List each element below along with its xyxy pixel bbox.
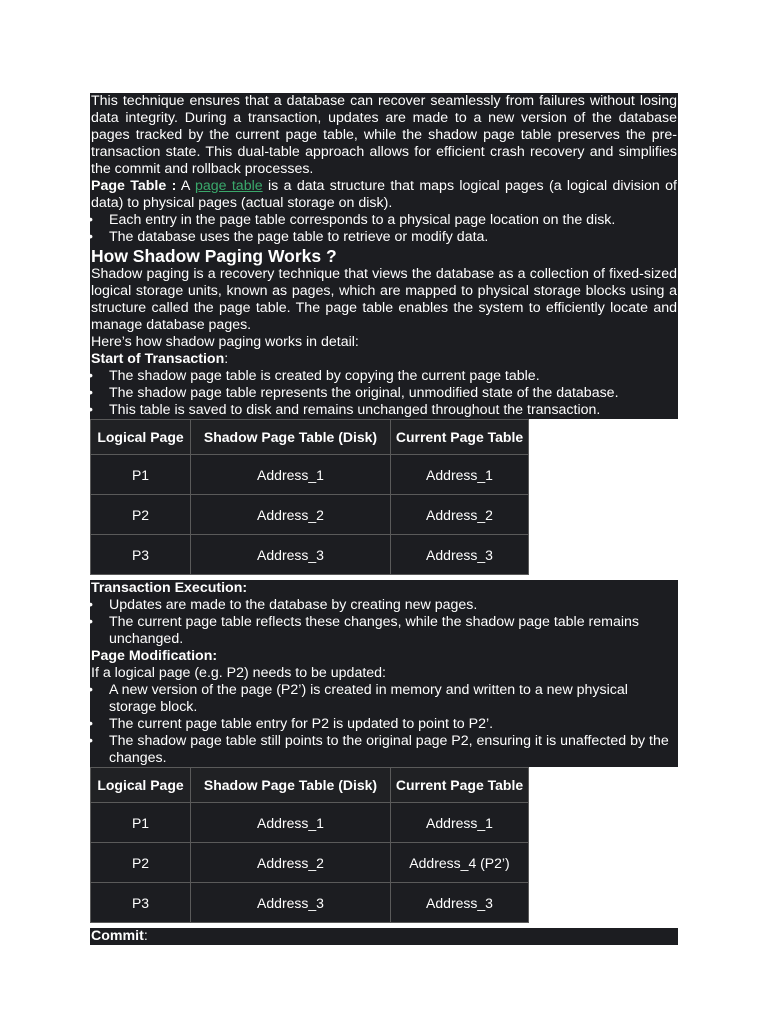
table-cell: P2 [91,843,191,883]
how-paragraph: Shadow paging is a recovery technique that views the database as a collection of fixed-sized logical storage units, known as pages, which are mapped to physical storage blocks using a structure called the page table. The page table enables the system to efficiently locate and manage database pages. [91,266,677,333]
table-header-row [91,768,529,803]
execution-bullets [90,597,678,648]
list-item: • The current page table reflects these changes, while the shadow page table remains unchanged. [90,614,678,648]
table-row [91,883,529,923]
page-table-1 [90,419,529,575]
commit-suffix: : [143,928,148,944]
document-page [90,93,678,945]
commit-block [90,928,678,945]
list-item: • The current page table entry for P2 is updated to point to P2’. [90,716,678,733]
list-item: • A new version of the page (P2’) is created in memory and written to a new physical storage block. [90,682,678,716]
table-row [91,535,529,575]
intro-block [90,93,678,419]
header-shadow-page-table: Shadow Page Table (Disk) [191,420,391,455]
table-cell: P1 [91,803,191,843]
table-row [91,495,529,535]
modification-label: Page Modification: [91,648,218,664]
header-logical-page: Logical Page [91,768,191,803]
table-header-row [91,420,529,455]
list-item: • Each entry in the page table corresponds to a physical page location on the disk. [90,212,678,229]
page-table-label: Page Table : [91,178,177,194]
page-table-link[interactable]: page table [194,178,263,194]
list-item: • Updates are made to the database by creating new pages. [90,597,678,614]
table-cell: P3 [91,883,191,923]
table-cell: P2 [91,495,191,535]
table-cell: Address_1 [391,803,529,843]
intro-paragraph: This technique ensures that a database can recover seamlessly from failures without losing data integrity. During a transaction, updates are made to a new version of the database pages tracked by the current page table, while the shadow page table preserves the pre-transaction state. This dual-table approach allows for efficient crash recovery and simplifies the commit and rollback processes. [91,93,677,177]
commit-label: Commit [91,928,144,944]
table-row [91,803,529,843]
list-item: • The database uses the page table to retrieve or modify data. [90,229,678,246]
table-cell: Address_2 [391,495,529,535]
table-cell: Address_3 [391,883,529,923]
start-label: Start of Transaction [91,351,225,367]
page-table-2 [90,767,529,923]
table-cell: Address_1 [191,455,391,495]
header-logical-page: Logical Page [91,420,191,455]
table-cell: Address_4 (P2’) [391,843,529,883]
page-table-pre: A [176,178,195,194]
detail-line: Here’s how shadow paging works in detail: [91,334,359,350]
list-item: • The shadow page table still points to the original page P2, ensuring it is unaffected by the changes. [90,733,678,767]
table-cell: P1 [91,455,191,495]
table-cell: Address_1 [191,803,391,843]
table-cell: Address_3 [391,535,529,575]
page-table-2-wrapper [90,767,529,923]
header-shadow-page-table: Shadow Page Table (Disk) [191,768,391,803]
modification-bullets [90,682,678,767]
section-heading: How Shadow Paging Works ? [91,246,337,266]
table-cell: P3 [91,535,191,575]
commit-line [90,928,678,945]
header-current-page-table: Current Page Table [391,768,529,803]
start-label-line [90,351,678,368]
execution-label: Transaction Execution: [91,580,248,596]
list-item: • The shadow page table represents the original, unmodified state of the database. [90,385,678,402]
page-table-paragraph [90,178,678,212]
table-cell: Address_1 [391,455,529,495]
table-cell: Address_3 [191,883,391,923]
table-cell: Address_2 [191,495,391,535]
start-bullets [90,368,678,419]
list-item: • This table is saved to disk and remains unchanged throughout the transaction. [90,402,678,419]
header-current-page-table: Current Page Table [391,420,529,455]
page-table-1-wrapper [90,419,529,575]
table-cell: Address_3 [191,535,391,575]
modification-line: If a logical page (e.g. P2) needs to be updated: [91,665,386,681]
table-row [91,455,529,495]
execution-block [90,580,678,767]
page-table-bullets [90,212,678,246]
page-table-post: is a data structure that maps logical pages (a logical division of data) to physical pages (actual storage on disk). [91,178,677,211]
table-cell: Address_2 [191,843,391,883]
start-suffix: : [224,351,229,367]
list-item: • The shadow page table is created by copying the current page table. [90,368,678,385]
table-row [91,843,529,883]
